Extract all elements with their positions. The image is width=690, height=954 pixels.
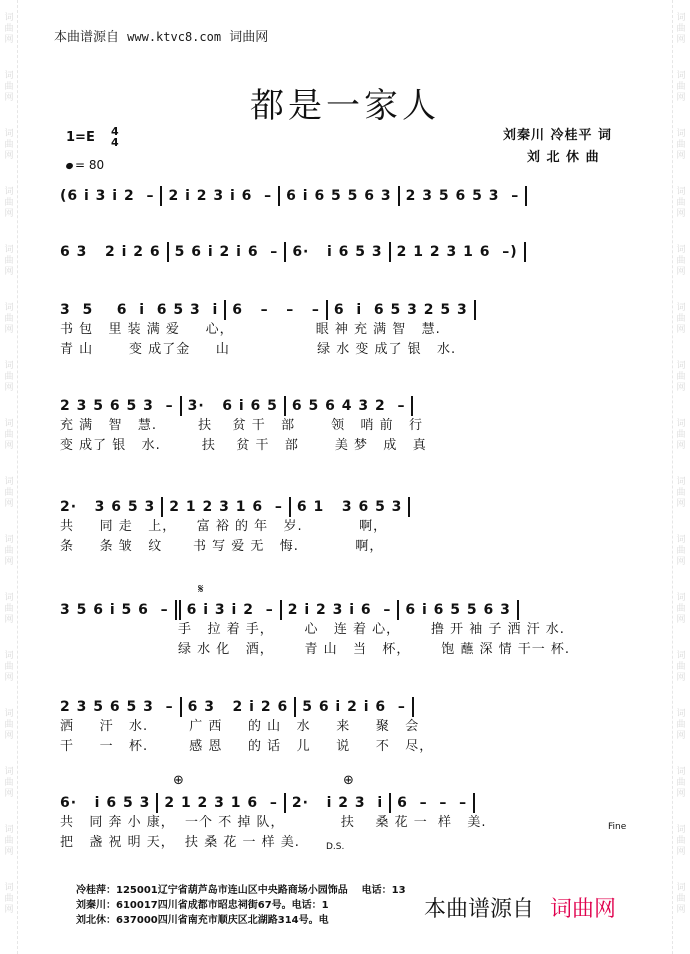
repeat-barline: [175, 600, 181, 620]
watermark-char: 网: [4, 556, 14, 567]
watermark-group: [2, 580, 16, 638]
measure: (6 i 3 i 2 –: [60, 188, 155, 204]
measure: 5 6 i 2 i 6 –: [302, 699, 406, 715]
watermark-char: 词: [676, 70, 686, 81]
time-signature: [111, 126, 119, 148]
measure: 6· i 6 5 3: [60, 795, 151, 811]
watermark-group: [2, 464, 16, 522]
coda-symbol-1: ⊕: [173, 773, 184, 788]
watermark-char: 曲: [4, 313, 14, 324]
watermark-char: 网: [676, 614, 686, 625]
measure: 6 5 6 4 3 2 –: [291, 398, 406, 414]
watermark-group: [674, 232, 688, 290]
watermark-char: 词: [4, 128, 14, 139]
watermark-char: 词: [676, 128, 686, 139]
watermark-char: 词: [4, 534, 14, 545]
measure: 2 3 5 6 5 3 –: [60, 699, 174, 715]
measure: 6 i 6 5 5 6 3: [286, 188, 392, 204]
lyric-row-2: 把 盏 祝 明 天， 扶 桑 花 一 样 美.: [60, 835, 300, 850]
watermark-char: 词: [676, 534, 686, 545]
quarter-note-icon: [65, 162, 74, 170]
watermark-char: 词: [676, 244, 686, 255]
watermark-char: 网: [4, 730, 14, 741]
watermark-char: 网: [676, 904, 686, 915]
watermark-char: 词: [4, 708, 14, 719]
barline: [167, 242, 169, 262]
watermark-char: 网: [676, 672, 686, 683]
watermark-char: 曲: [4, 429, 14, 440]
watermark-group: [674, 348, 688, 406]
measure: 3 5 6 i 5 6 –: [60, 602, 169, 618]
score-line-4: [60, 396, 628, 456]
watermark-char: 网: [676, 788, 686, 799]
measure: 6 – – –: [232, 302, 320, 318]
watermark-char: 曲: [676, 23, 686, 34]
left-watermark: [2, 0, 16, 954]
watermark-char: 曲: [4, 81, 14, 92]
barline: [525, 186, 527, 206]
barline: [284, 396, 286, 416]
watermark-char: 曲: [4, 255, 14, 266]
measure: 6 i 6 5 3 2 5 3: [333, 302, 468, 318]
measure: 6 1 3 6 5 3: [296, 499, 403, 515]
watermark-char: 词: [4, 476, 14, 487]
watermark-group: [674, 754, 688, 812]
watermark-char: 曲: [676, 719, 686, 730]
watermark-group: [674, 522, 688, 580]
footer-source-right: 词曲网: [550, 897, 617, 922]
watermark-group: [2, 522, 16, 580]
watermark-char: 网: [4, 498, 14, 509]
watermark-char: 词: [4, 650, 14, 661]
footer-source-left: 本曲谱源自: [424, 897, 535, 922]
barline: [161, 497, 163, 517]
watermark-char: 网: [4, 440, 14, 451]
measure: 2 i 2 3 i 6 –: [168, 188, 273, 204]
measure: 2· i 2 3 i: [291, 795, 384, 811]
lyricist-credit: 刘秦川 冷桂平 词: [503, 128, 613, 143]
watermark-char: 曲: [676, 603, 686, 614]
watermark-char: 曲: [4, 23, 14, 34]
watermark-char: 曲: [4, 197, 14, 208]
measure: 6 i 3 i 2 –: [186, 602, 274, 618]
notation-row: [60, 600, 628, 620]
barline: [289, 497, 291, 517]
watermark-group: [2, 696, 16, 754]
barline: [389, 793, 391, 813]
watermark-char: 曲: [4, 661, 14, 672]
barline: [278, 186, 280, 206]
barline: [280, 600, 282, 620]
watermark-char: 词: [676, 650, 686, 661]
fine-marking: Fine: [608, 822, 627, 832]
watermark-char: 网: [4, 324, 14, 335]
watermark-char: 词: [4, 186, 14, 197]
lyric-row-2: 干 一 杯. 感 恩 的 话 儿 说 不 尽，: [60, 739, 434, 754]
watermark-group: [674, 406, 688, 464]
watermark-char: 词: [676, 476, 686, 487]
watermark-char: 词: [4, 766, 14, 777]
watermark-char: 词: [676, 766, 686, 777]
watermark-char: 词: [4, 244, 14, 255]
barline: [408, 497, 410, 517]
notation-row: [60, 242, 628, 262]
barline: [180, 396, 182, 416]
watermark-char: 网: [676, 440, 686, 451]
key-signature: 1=E: [66, 130, 95, 145]
barline: [473, 793, 475, 813]
watermark-char: 词: [4, 302, 14, 313]
watermark-char: 网: [676, 556, 686, 567]
measure: 6 i 6 5 5 6 3: [405, 602, 511, 618]
watermark-char: 词: [4, 70, 14, 81]
watermark-char: 曲: [4, 603, 14, 614]
watermark-char: 词: [676, 882, 686, 893]
watermark-group: [2, 406, 16, 464]
measure: 2 1 2 3 1 6 –: [164, 795, 278, 811]
right-watermark: [674, 0, 688, 954]
watermark-char: 网: [4, 846, 14, 857]
watermark-group: [674, 580, 688, 638]
watermark-char: 网: [4, 672, 14, 683]
watermark-char: 曲: [676, 777, 686, 788]
watermark-char: 曲: [4, 371, 14, 382]
watermark-char: 曲: [4, 545, 14, 556]
watermark-char: 网: [4, 382, 14, 393]
watermark-char: 词: [4, 882, 14, 893]
watermark-char: 网: [676, 266, 686, 277]
watermark-char: 网: [4, 150, 14, 161]
watermark-char: 曲: [676, 197, 686, 208]
watermark-char: 曲: [676, 139, 686, 150]
segno-symbol: 𝄋: [198, 582, 204, 597]
measure: 2 i 2 3 i 6 –: [287, 602, 392, 618]
barline: [398, 186, 400, 206]
score-line-5: [60, 497, 628, 557]
time-signature-top: 4: [111, 125, 119, 138]
watermark-char: 词: [676, 418, 686, 429]
watermark-char: 网: [4, 34, 14, 45]
watermark-group: [674, 174, 688, 232]
watermark-char: 词: [676, 592, 686, 603]
watermark-char: 网: [676, 150, 686, 161]
footer-source: [424, 892, 616, 923]
barline: [474, 300, 476, 320]
footer-line-1: 冷桂萍：125001辽宁省葫芦岛市连山区中央路商场小园饰品 电话：13: [76, 885, 406, 896]
lyric-row-1: 共 同 奔 小 康， 一个 不 掉 队， 扶 桑 花 一 样 美.: [60, 815, 487, 830]
watermark-group: [674, 290, 688, 348]
watermark-group: [2, 290, 16, 348]
lyric-row-2: 条 条 皱 纹 书 写 爱 无 悔. 啊，: [60, 539, 384, 554]
watermark-char: 曲: [676, 429, 686, 440]
coda-symbol-2: ⊕: [343, 773, 354, 788]
barline: [284, 793, 286, 813]
watermark-char: 网: [4, 614, 14, 625]
watermark-char: 网: [676, 92, 686, 103]
notation-row: [60, 497, 628, 517]
watermark-char: 词: [4, 12, 14, 23]
watermark-char: 曲: [676, 893, 686, 904]
watermark-char: 网: [676, 730, 686, 741]
watermark-group: [2, 232, 16, 290]
score-line-3: [60, 300, 628, 360]
measure: 2 1 2 3 1 6 –: [169, 499, 283, 515]
watermark-group: [2, 638, 16, 696]
watermark-char: 曲: [676, 487, 686, 498]
source-url[interactable]: www.ktvc8.com: [127, 30, 222, 44]
watermark-char: 网: [676, 324, 686, 335]
watermark-char: 网: [676, 382, 686, 393]
score-line-2: [60, 242, 628, 262]
watermark-char: 曲: [4, 835, 14, 846]
watermark-char: 词: [676, 12, 686, 23]
barline: [389, 242, 391, 262]
barline: [160, 186, 162, 206]
watermark-group: [674, 870, 688, 928]
barline: [284, 242, 286, 262]
measure: 2 1 2 3 1 6 –): [396, 244, 518, 260]
watermark-char: 词: [676, 302, 686, 313]
measure: 6 3 2 i 2 6: [60, 244, 161, 260]
footer-line-3: 刘北休：637000四川省南充市顺庆区北湖路314号。电: [76, 915, 329, 926]
barline: [224, 300, 226, 320]
lyric-row-2: 青 山 变 成了金 山 绿 水 变 成了 银 水.: [60, 342, 457, 357]
watermark-group: [2, 174, 16, 232]
watermark-group: [2, 0, 16, 58]
watermark-char: 网: [4, 904, 14, 915]
watermark-group: [2, 812, 16, 870]
measure: 2· 3 6 5 3: [60, 499, 156, 515]
watermark-char: 曲: [676, 313, 686, 324]
right-dashed-border: [672, 0, 673, 954]
watermark-char: 网: [676, 208, 686, 219]
lyric-row-1: 书 包 里 装 满 爱 心， 眼 神 充 满 智 慧.: [60, 322, 441, 337]
watermark-char: 曲: [676, 81, 686, 92]
watermark-char: 网: [4, 788, 14, 799]
notation-row: [60, 697, 628, 717]
watermark-char: 词: [4, 592, 14, 603]
barline: [411, 396, 413, 416]
watermark-group: [674, 0, 688, 58]
measure: 2 3 5 6 5 3 –: [405, 188, 520, 204]
watermark-char: 曲: [4, 139, 14, 150]
notation-row: [60, 186, 628, 206]
watermark-char: 网: [676, 498, 686, 509]
watermark-char: 词: [676, 186, 686, 197]
watermark-char: 网: [4, 92, 14, 103]
lyric-row-2: 变 成了 银 水. 扶 贫 干 部 美 梦 成 真: [60, 438, 427, 453]
watermark-char: 曲: [676, 545, 686, 556]
watermark-char: 曲: [4, 487, 14, 498]
watermark-group: [674, 812, 688, 870]
watermark-char: 曲: [676, 255, 686, 266]
source-label: 本曲谱源自: [54, 30, 120, 45]
watermark-char: 网: [676, 34, 686, 45]
watermark-group: [2, 348, 16, 406]
composer-credit: 刘 北 休 曲: [527, 150, 600, 165]
barline: [326, 300, 328, 320]
lyric-row-1: 洒 汗 水. 广 西 的 山 水 来 聚 会: [60, 719, 420, 734]
watermark-char: 曲: [4, 893, 14, 904]
watermark-char: 词: [676, 360, 686, 371]
watermark-group: [2, 870, 16, 928]
barline: [524, 242, 526, 262]
tempo-value: = 80: [75, 158, 105, 172]
score-line-6: [60, 600, 628, 660]
watermark-char: 曲: [4, 777, 14, 788]
watermark-group: [674, 464, 688, 522]
lyric-row-1: 手 拉 着 手， 心 连 着 心， 撸 开 袖 子 洒 汗 水.: [60, 622, 565, 637]
lyric-row-1: 充 满 智 慧. 扶 贫 干 部 领 哨 前 行: [60, 418, 424, 433]
watermark-char: 网: [4, 208, 14, 219]
lyric-row-2: 绿 水 化 酒， 青 山 当 杯， 饱 蘸 深 情 干一 杯.: [60, 642, 571, 657]
notation-row: [60, 793, 628, 813]
barline: [180, 697, 182, 717]
ds-marking: D.S.: [326, 842, 345, 852]
watermark-char: 词: [676, 708, 686, 719]
measure: 2 3 5 6 5 3 –: [60, 398, 174, 414]
watermark-char: 词: [676, 824, 686, 835]
watermark-group: [2, 754, 16, 812]
song-title: 都是一家人: [250, 86, 440, 126]
barline: [412, 697, 414, 717]
watermark-char: 曲: [4, 719, 14, 730]
watermark-char: 曲: [676, 835, 686, 846]
measure: 5 6 i 2 i 6 –: [174, 244, 279, 260]
source-header: [54, 26, 268, 45]
watermark-char: 曲: [676, 661, 686, 672]
measure: 3· 6 i 6 5: [187, 398, 278, 414]
measure: 6· i 6 5 3: [292, 244, 383, 260]
score-line-1: [60, 186, 628, 206]
watermark-char: 词: [4, 418, 14, 429]
watermark-char: 网: [4, 266, 14, 277]
barline: [397, 600, 399, 620]
tempo-marking: [66, 158, 104, 172]
source-site: 词曲网: [229, 30, 269, 45]
score-line-7: [60, 697, 628, 757]
watermark-char: 词: [4, 360, 14, 371]
watermark-char: 网: [676, 846, 686, 857]
barline: [517, 600, 519, 620]
barline: [156, 793, 158, 813]
measure: 3 5 6 i 6 5 3 i: [60, 302, 219, 318]
left-dashed-border: [17, 0, 18, 954]
notation-row: [60, 300, 628, 320]
watermark-char: 曲: [676, 371, 686, 382]
notation-row: [60, 396, 628, 416]
lyric-row-1: 共 同 走 上， 富 裕 的 年 岁. 啊，: [60, 519, 388, 534]
measure: 6 – – –: [397, 795, 468, 811]
watermark-group: [674, 638, 688, 696]
watermark-char: 词: [4, 824, 14, 835]
watermark-group: [674, 696, 688, 754]
footer-line-2: 刘秦川：610017四川省成都市昭忠祠街67号。电话：1: [76, 900, 329, 911]
measure: 6 3 2 i 2 6: [187, 699, 289, 715]
barline: [294, 697, 296, 717]
time-signature-bottom: 4: [111, 136, 119, 149]
